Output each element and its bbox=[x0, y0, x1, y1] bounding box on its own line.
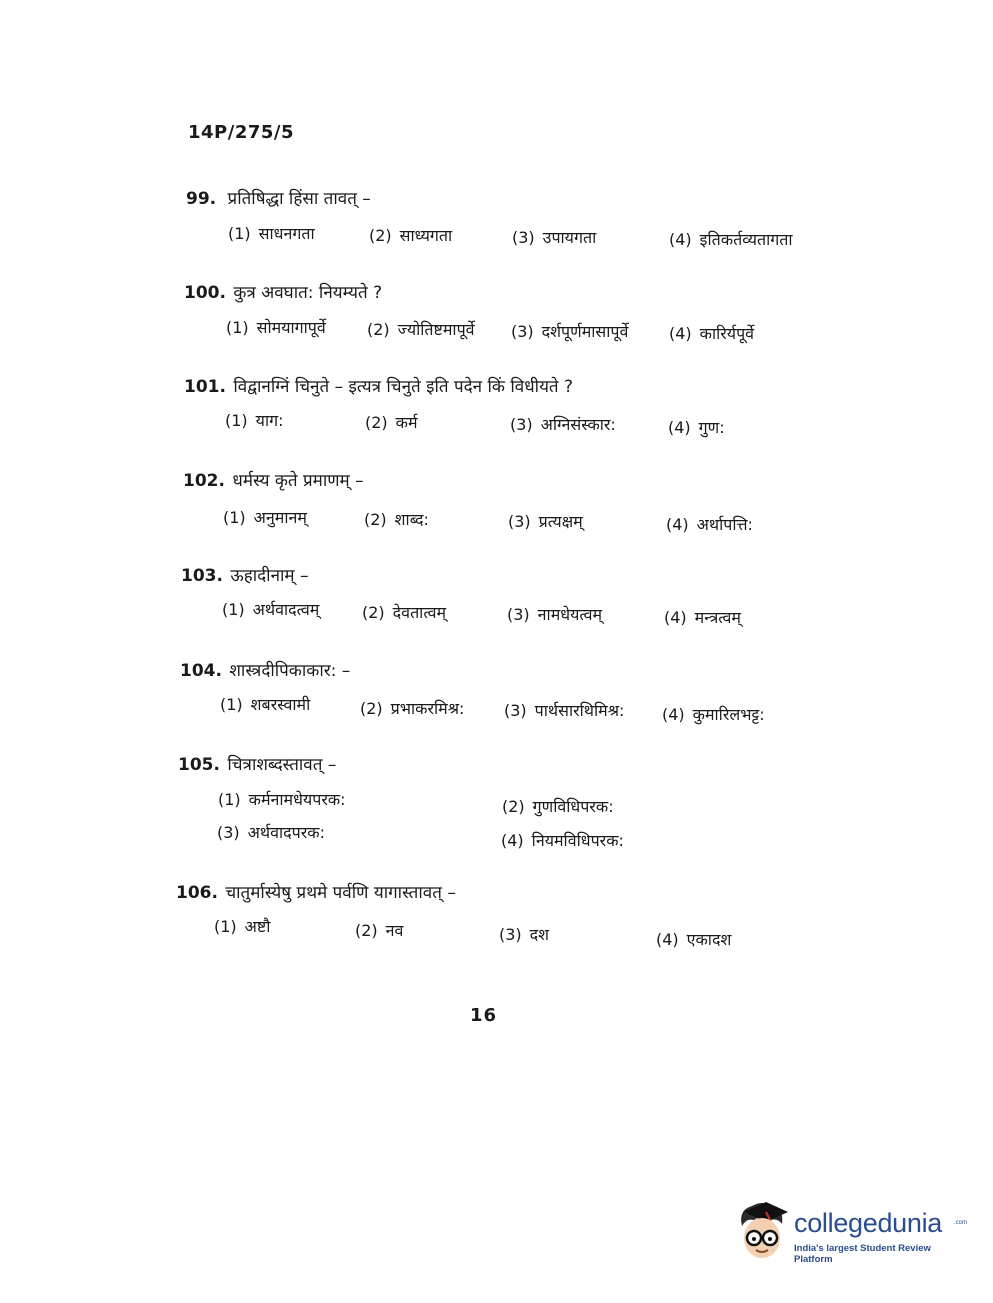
option-3: (3) दर्शपूर्णमासापूर्वे bbox=[511, 322, 629, 341]
option-2: (2) गुणविधिपरक: bbox=[502, 797, 614, 816]
question-text: विद्वानग्निं चिनुते – इत्यत्र चिनुते इति पदेन किं विधीयते ? bbox=[233, 377, 574, 397]
question-text: चातुर्मास्येषु प्रथमे पर्वणि यागास्तावत् – bbox=[225, 883, 456, 903]
question-number: 100. bbox=[184, 283, 226, 303]
option-4: (4) नियमविधिपरक: bbox=[501, 831, 624, 850]
option-3: (3) उपायगता bbox=[512, 228, 597, 247]
option-2: (2) कर्म bbox=[365, 413, 418, 432]
question-text: चित्राशब्दस्तावत् – bbox=[227, 755, 337, 775]
option-4: (4) इतिकर्तव्यतागता bbox=[669, 230, 793, 249]
question-number: 103. bbox=[181, 566, 223, 586]
option-4: (4) कुमारिलभट्ट: bbox=[662, 705, 765, 724]
logo-brand-text: collegedunia bbox=[794, 1208, 943, 1238]
question-number: 105. bbox=[178, 755, 220, 775]
page-number: 16 bbox=[470, 1005, 498, 1026]
option-1: (1) अर्थवादत्वम् bbox=[222, 600, 320, 619]
option-1: (1) शबरस्वामी bbox=[220, 695, 311, 714]
collegedunia-logo bbox=[732, 1196, 968, 1268]
option-2: (2) ज्योतिष्टमापूर्वे bbox=[367, 320, 475, 339]
option-4: (4) एकादश bbox=[656, 930, 732, 949]
question-text: शास्त्रदीपिकाकार: – bbox=[229, 661, 351, 681]
option-3: (3) पार्थसारथिमिश्र: bbox=[504, 701, 625, 720]
paper-code: 14P/275/5 bbox=[188, 122, 294, 143]
option-1: (1) सोमयागापूर्वे bbox=[226, 318, 326, 337]
mascot-icon bbox=[732, 1196, 792, 1268]
option-1: (1) याग: bbox=[225, 411, 284, 430]
option-3: (3) प्रत्यक्षम् bbox=[508, 512, 583, 531]
option-3: (3) अग्निसंस्कार: bbox=[510, 415, 616, 434]
option-4: (4) अर्थापत्ति: bbox=[666, 515, 753, 534]
option-1: (1) अनुमानम् bbox=[223, 508, 307, 527]
option-4: (4) मन्त्रत्वम् bbox=[664, 608, 741, 627]
option-2: (2) देवतात्वम् bbox=[362, 603, 447, 622]
question-text: प्रतिषिद्धा हिंसा तावत् – bbox=[227, 189, 371, 209]
option-4: (4) गुण: bbox=[668, 418, 725, 437]
option-2: (2) प्रभाकरमिश्र: bbox=[360, 699, 465, 718]
question-number: 106. bbox=[176, 883, 218, 903]
question-number: 99. bbox=[186, 189, 217, 209]
question-text: धर्मस्य कृते प्रमाणम् – bbox=[232, 471, 364, 491]
option-3: (3) नामधेयत्वम् bbox=[507, 605, 603, 624]
logo-tagline: India's largest Student Review Platform bbox=[794, 1243, 931, 1265]
option-1: (1) अष्टौ bbox=[214, 917, 271, 936]
option-3: (3) अर्थवादपरक: bbox=[217, 823, 325, 842]
question-number: 102. bbox=[183, 471, 225, 491]
option-2: (2) साध्यगता bbox=[369, 226, 453, 245]
option-1: (1) कर्मनामधेयपरक: bbox=[218, 790, 346, 809]
option-2: (2) शाब्द: bbox=[364, 510, 429, 529]
question-number: 101. bbox=[184, 377, 226, 397]
question-number: 104. bbox=[180, 661, 222, 681]
option-1: (1) साधनगता bbox=[228, 224, 315, 243]
option-2: (2) नव bbox=[355, 921, 404, 940]
question-text: ऊहादीनाम् – bbox=[230, 566, 309, 586]
option-3: (3) दश bbox=[499, 925, 550, 944]
logo-domain-suffix: .com bbox=[954, 1220, 968, 1226]
option-4: (4) कारिर्यपूर्वे bbox=[669, 324, 755, 343]
question-text: कुत्र अवघात: नियम्यते ? bbox=[233, 283, 383, 303]
